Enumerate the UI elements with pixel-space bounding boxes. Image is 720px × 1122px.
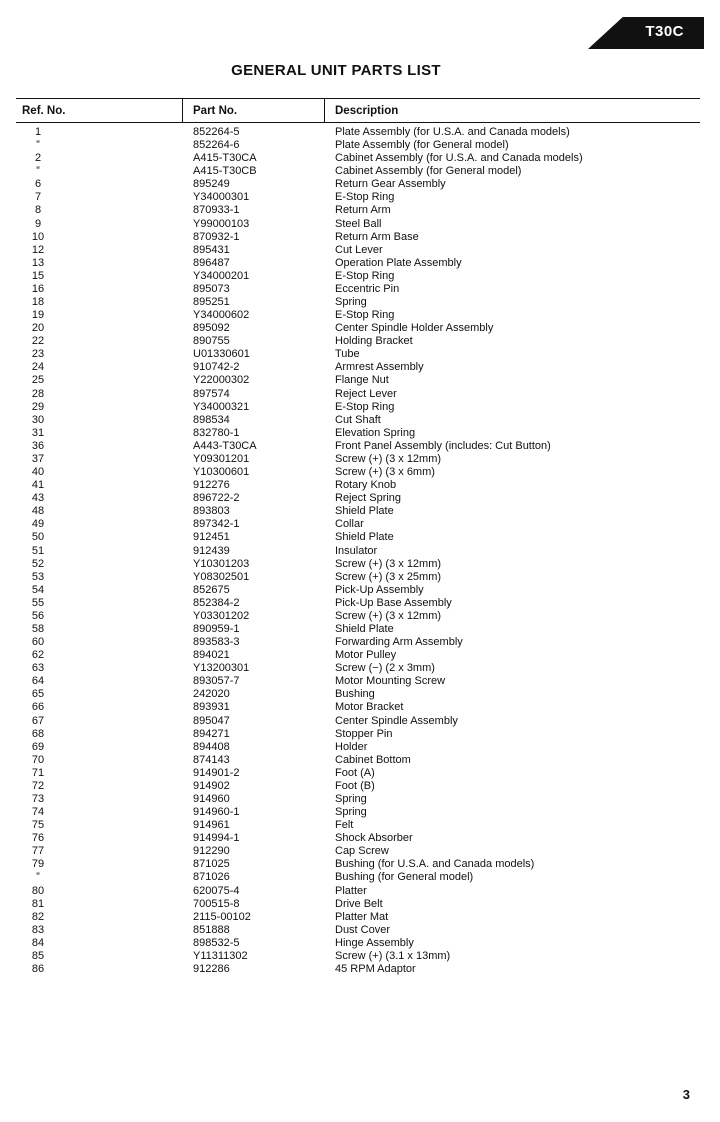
table-row (0, 649, 720, 662)
ref-no-cell: 74 (31, 806, 45, 819)
description-cell: Bushing (for U.S.A. and Canada models) (335, 858, 535, 871)
description-cell: Motor Bracket (335, 701, 404, 714)
part-no-cell: 912439 (193, 544, 230, 557)
description-cell: Reject Spring (335, 492, 402, 505)
part-no-cell: 895251 (193, 296, 230, 309)
table-row (0, 178, 720, 191)
table-row (0, 191, 720, 204)
ref-no-cell: 40 (31, 466, 45, 479)
ref-no-cell: 77 (31, 845, 45, 858)
part-no-cell: U01330601 (193, 348, 250, 361)
part-no-cell: 620075-4 (193, 884, 240, 897)
description-cell: Rotary Knob (335, 479, 397, 492)
ref-no-cell: 13 (31, 256, 45, 269)
table-row (0, 806, 720, 819)
part-no-cell: 700515-8 (193, 897, 240, 910)
description-cell: Holding Bracket (335, 335, 413, 348)
ref-no-cell: 82 (31, 910, 45, 923)
part-no-cell: A415-T30CA (193, 152, 257, 165)
table-row (0, 924, 720, 937)
description-cell: Cabinet Assembly (for U.S.A. and Canada models) (335, 152, 583, 165)
part-no-cell: 894408 (193, 740, 230, 753)
description-cell: Shield Plate (335, 531, 394, 544)
part-no-cell: 897574 (193, 387, 230, 400)
table-row (0, 793, 720, 806)
ref-no-cell: 80 (31, 884, 45, 897)
table-row (0, 479, 720, 492)
part-no-header: Part No. (193, 105, 238, 117)
table-row (0, 283, 720, 296)
description-cell: Spring (335, 806, 367, 819)
table-row (0, 518, 720, 531)
part-no-cell: 852264-5 (193, 126, 240, 138)
table-row (0, 401, 720, 414)
part-no-cell: 852264-6 (193, 139, 240, 152)
ref-no-cell: 81 (31, 897, 45, 910)
description-cell: Stopper Pin (335, 727, 393, 740)
description-cell: Felt (335, 819, 354, 832)
part-no-cell: 852675 (193, 583, 230, 596)
description-cell: Bushing (335, 688, 375, 701)
part-no-cell: 895092 (193, 322, 230, 335)
table-row (0, 152, 720, 165)
ref-no-cell: 58 (31, 622, 45, 635)
column-divider-1 (182, 98, 183, 122)
ref-no-cell: 1 (34, 126, 42, 138)
description-cell: Pick-Up Assembly (335, 583, 424, 596)
table-row (0, 558, 720, 571)
table-row (0, 767, 720, 780)
table-row (0, 374, 720, 387)
table-row (0, 780, 720, 793)
part-no-cell: A415-T30CB (193, 165, 257, 178)
table-row (0, 858, 720, 871)
part-no-cell: Y10300601 (193, 466, 250, 479)
description-cell: Flange Nut (335, 374, 389, 387)
part-no-cell: 890755 (193, 335, 230, 348)
table-row (0, 388, 720, 401)
table-row (0, 414, 720, 427)
description-cell: Collar (335, 518, 364, 531)
table-row (0, 531, 720, 544)
part-no-cell: 890959-1 (193, 622, 240, 635)
ref-no-cell: 24 (31, 361, 45, 374)
ref-no-cell: 12 (31, 243, 45, 256)
ref-no-header: Ref. No. (22, 105, 66, 117)
table-row (0, 754, 720, 767)
part-no-cell: 914961 (193, 819, 230, 832)
table-row (0, 715, 720, 728)
description-cell: Motor Pulley (335, 649, 397, 662)
description-cell: E-Stop Ring (335, 309, 395, 322)
part-no-cell: 914994-1 (193, 832, 240, 845)
ref-no-cell: 85 (31, 949, 45, 962)
description-cell: Eccentric Pin (335, 282, 400, 295)
table-row (0, 231, 720, 244)
part-no-cell: 895249 (193, 178, 230, 191)
description-cell: Screw (+) (3 x 25mm) (335, 570, 442, 583)
part-no-cell: Y09301201 (193, 452, 250, 465)
ref-no-cell: 79 (31, 858, 45, 871)
table-row (0, 361, 720, 374)
ref-no-cell: 51 (31, 544, 45, 557)
ref-no-cell: 10 (31, 230, 45, 243)
description-cell: E-Stop Ring (335, 400, 395, 413)
ref-no-cell: 36 (31, 439, 45, 452)
part-no-cell: Y22000302 (193, 374, 250, 387)
table-row (0, 741, 720, 754)
description-cell: E-Stop Ring (335, 191, 395, 204)
table-row (0, 688, 720, 701)
part-no-cell: Y03301202 (193, 609, 250, 622)
description-cell: Center Spindle Assembly (335, 714, 458, 727)
description-cell: 45 RPM Adaptor (335, 963, 416, 975)
table-header-rule (16, 122, 700, 123)
table-row (0, 636, 720, 649)
ref-no-cell: 41 (31, 479, 45, 492)
ref-no-cell: ” (36, 139, 40, 152)
table-row (0, 440, 720, 453)
ref-no-cell: 73 (31, 792, 45, 805)
ref-no-cell: 9 (34, 217, 42, 230)
part-no-cell: 852384-2 (193, 596, 240, 609)
table-row (0, 545, 720, 558)
table-row (0, 505, 720, 518)
description-cell: Drive Belt (335, 897, 383, 910)
description-cell: Cut Shaft (335, 413, 381, 426)
table-row (0, 832, 720, 845)
ref-no-cell: 37 (31, 452, 45, 465)
ref-no-cell: 43 (31, 492, 45, 505)
description-cell: Platter (335, 884, 367, 897)
table-row (0, 728, 720, 741)
table-row (0, 571, 720, 584)
part-no-cell: 914902 (193, 779, 230, 792)
table-row (0, 453, 720, 466)
part-no-cell: 895431 (193, 243, 230, 256)
description-cell: Reject Lever (335, 387, 397, 400)
table-row (0, 466, 720, 479)
table-row (0, 597, 720, 610)
description-cell: Cabinet Bottom (335, 753, 411, 766)
part-no-cell: Y34000602 (193, 309, 250, 322)
table-row (0, 348, 720, 361)
table-row (0, 309, 720, 322)
ref-no-cell: ” (36, 165, 40, 178)
description-cell: Screw (+) (3 x 12mm) (335, 609, 442, 622)
part-no-cell: 912290 (193, 845, 230, 858)
table-row (0, 963, 720, 976)
ref-no-cell: 76 (31, 832, 45, 845)
description-cell: Hinge Assembly (335, 936, 414, 949)
description-cell: Shield Plate (335, 622, 394, 635)
description-cell: Spring (335, 296, 367, 309)
description-cell: Forwarding Arm Assembly (335, 636, 463, 649)
description-cell: Screw (−) (2 x 3mm) (335, 662, 435, 675)
ref-no-cell: ” (36, 871, 40, 884)
ref-no-cell: 29 (31, 400, 45, 413)
description-header: Description (335, 105, 399, 117)
part-no-cell: 897342-1 (193, 518, 240, 531)
description-cell: Screw (+) (3 x 12mm) (335, 452, 442, 465)
ref-no-cell: 53 (31, 570, 45, 583)
description-cell: E-Stop Ring (335, 269, 395, 282)
table-row (0, 675, 720, 688)
description-cell: Foot (B) (335, 779, 375, 792)
parts-table-body (0, 126, 720, 976)
description-cell: Shock Absorber (335, 832, 413, 845)
part-no-cell: 874143 (193, 753, 230, 766)
table-row (0, 139, 720, 152)
ref-no-cell: 50 (31, 531, 45, 544)
table-row (0, 950, 720, 963)
ref-no-cell: 19 (31, 309, 45, 322)
ref-no-cell: 28 (31, 387, 45, 400)
ref-no-cell: 63 (31, 662, 45, 675)
ref-no-cell: 70 (31, 753, 45, 766)
ref-no-cell: 64 (31, 675, 45, 688)
part-no-cell: Y34000201 (193, 269, 250, 282)
ref-no-cell: 30 (31, 413, 45, 426)
description-cell: Platter Mat (335, 910, 389, 923)
part-no-cell: 851888 (193, 923, 230, 936)
ref-no-cell: 31 (31, 426, 45, 439)
ref-no-cell: 66 (31, 701, 45, 714)
ref-no-cell: 6 (34, 178, 42, 191)
table-row (0, 701, 720, 714)
ref-no-cell: 8 (34, 204, 42, 217)
part-no-cell: 871026 (193, 871, 230, 884)
part-no-cell: 894021 (193, 649, 230, 662)
description-cell: Dust Cover (335, 923, 391, 936)
part-no-cell: Y10301203 (193, 557, 250, 570)
description-cell: Tube (335, 348, 360, 361)
ref-no-cell: 86 (31, 963, 45, 975)
description-cell: Cabinet Assembly (for General model) (335, 165, 522, 178)
description-cell: Screw (+) (3 x 6mm) (335, 466, 435, 479)
description-cell: Return Arm Base (335, 230, 419, 243)
part-no-cell: 912276 (193, 479, 230, 492)
table-row (0, 937, 720, 950)
part-no-cell: 893931 (193, 701, 230, 714)
page-number: 3 (682, 1087, 690, 1102)
table-top-rule (16, 98, 700, 99)
part-no-cell: 895073 (193, 282, 230, 295)
part-no-cell: 910742-2 (193, 361, 240, 374)
ref-no-cell: 2 (34, 152, 42, 165)
description-cell: Insulator (335, 544, 378, 557)
description-cell: Foot (A) (335, 766, 375, 779)
table-row (0, 871, 720, 884)
ref-no-cell: 65 (31, 688, 45, 701)
table-row (0, 845, 720, 858)
description-cell: Spring (335, 792, 367, 805)
part-no-cell: 870932-1 (193, 230, 240, 243)
ref-no-cell: 22 (31, 335, 45, 348)
part-no-cell: 893583-3 (193, 636, 240, 649)
part-no-cell: 898534 (193, 413, 230, 426)
description-cell: Front Panel Assembly (includes: Cut Button) (335, 439, 551, 452)
part-no-cell: Y99000103 (193, 217, 250, 230)
table-row (0, 427, 720, 440)
ref-no-cell: 23 (31, 348, 45, 361)
ref-no-cell: 69 (31, 740, 45, 753)
ref-no-cell: 84 (31, 936, 45, 949)
ref-no-cell: 52 (31, 557, 45, 570)
ref-no-cell: 83 (31, 923, 45, 936)
ref-no-cell: 49 (31, 518, 45, 531)
part-no-cell: 870933-1 (193, 204, 240, 217)
description-cell: Return Gear Assembly (335, 178, 446, 191)
table-row (0, 257, 720, 270)
part-no-cell: 896722-2 (193, 492, 240, 505)
description-cell: Motor Mounting Screw (335, 675, 446, 688)
table-row (0, 270, 720, 283)
part-no-cell: 914960 (193, 792, 230, 805)
table-row (0, 584, 720, 597)
part-no-cell: Y11311302 (193, 949, 248, 962)
table-row (0, 244, 720, 257)
part-no-cell: 895047 (193, 714, 230, 727)
part-no-cell: 896487 (193, 256, 230, 269)
column-divider-2 (324, 98, 325, 122)
table-row (0, 165, 720, 178)
part-no-cell: 893803 (193, 505, 230, 518)
table-row (0, 218, 720, 231)
ref-no-cell: 67 (31, 714, 45, 727)
ref-no-cell: 56 (31, 609, 45, 622)
table-row (0, 898, 720, 911)
description-cell: Plate Assembly (for U.S.A. and Canada models) (335, 126, 570, 138)
part-no-cell: 898532-5 (193, 936, 240, 949)
description-cell: Elevation Spring (335, 426, 416, 439)
description-cell: Center Spindle Holder Assembly (335, 322, 494, 335)
ref-no-cell: 55 (31, 596, 45, 609)
ref-no-cell: 71 (31, 766, 45, 779)
table-row (0, 911, 720, 924)
ref-no-cell: 54 (31, 583, 45, 596)
table-row (0, 885, 720, 898)
ref-no-cell: 62 (31, 649, 45, 662)
ref-no-cell: 25 (31, 374, 45, 387)
ref-no-cell: 68 (31, 727, 45, 740)
description-cell: Screw (+) (3.1 x 13mm) (335, 949, 451, 962)
description-cell: Return Arm (335, 204, 391, 217)
description-cell: Cut Lever (335, 243, 383, 256)
part-no-cell: 914901-2 (193, 766, 240, 779)
description-cell: Shield Plate (335, 505, 394, 518)
description-cell: Cap Screw (335, 845, 389, 858)
ref-no-cell: 20 (31, 322, 45, 335)
table-row (0, 610, 720, 623)
ref-no-cell: 75 (31, 819, 45, 832)
ref-no-cell: 60 (31, 636, 45, 649)
part-no-cell: 912286 (193, 963, 230, 975)
description-cell: Steel Ball (335, 217, 382, 230)
table-row (0, 335, 720, 348)
part-no-cell: A443-T30CA (193, 439, 257, 452)
ref-no-cell: 7 (34, 191, 42, 204)
part-no-cell: 242020 (193, 688, 230, 701)
part-no-cell: Y13200301 (193, 662, 250, 675)
part-no-cell: Y34000321 (193, 400, 250, 413)
ref-no-cell: 48 (31, 505, 45, 518)
table-row (0, 322, 720, 335)
description-cell: Pick-Up Base Assembly (335, 596, 452, 609)
table-row (0, 296, 720, 309)
ref-no-cell: 15 (31, 269, 45, 282)
description-cell: Armrest Assembly (335, 361, 424, 374)
part-no-cell: 871025 (193, 858, 230, 871)
part-no-cell: 914960-1 (193, 806, 240, 819)
ref-no-cell: 16 (31, 282, 45, 295)
table-row (0, 204, 720, 217)
part-no-cell: 2115-00102 (193, 910, 251, 923)
part-no-cell: 893057-7 (193, 675, 240, 688)
part-no-cell: 894271 (193, 727, 230, 740)
table-row (0, 623, 720, 636)
part-no-cell: Y34000301 (193, 191, 250, 204)
page-title: GENERAL UNIT PARTS LIST (231, 62, 441, 79)
description-cell: Operation Plate Assembly (335, 256, 462, 269)
model-label: T30C (645, 23, 684, 40)
ref-no-cell: 72 (31, 779, 45, 792)
part-no-cell: 832780-1 (193, 426, 240, 439)
part-no-cell: 912451 (193, 531, 230, 544)
description-cell: Bushing (for General model) (335, 871, 474, 884)
table-row (0, 819, 720, 832)
description-cell: Holder (335, 740, 368, 753)
part-no-cell: Y08302501 (193, 570, 250, 583)
table-row (0, 662, 720, 675)
table-row (0, 492, 720, 505)
table-row (0, 126, 720, 139)
ref-no-cell: 18 (31, 296, 45, 309)
description-cell: Plate Assembly (for General model) (335, 139, 509, 152)
description-cell: Screw (+) (3 x 12mm) (335, 557, 442, 570)
